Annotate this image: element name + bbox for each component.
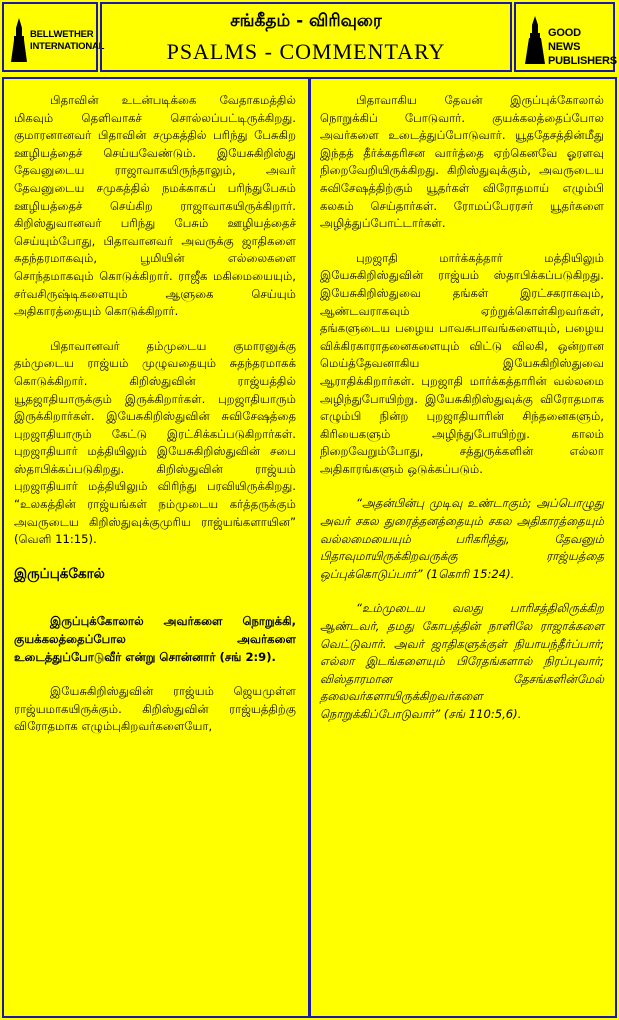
section-heading: இருப்புக்கோல் (14, 565, 105, 582)
page-title-english: PSALMS - COMMENTARY (166, 39, 446, 64)
bellwether-tower-icon (10, 18, 28, 62)
right-column (320, 92, 604, 741)
left-column (14, 92, 296, 753)
left-paragraph-2: பிதாவானவர் தம்முடைய குமாரனுக்கு தம்முடைய ராஜ்யம் முழுவதையும் சுதந்தரமாகக் கொடுக்கிறார். கிறிஸ்துவின் ராஜ்யத்தில் யூதஜாதியாருக்கும் இருக்கிறார்கள். புறஜாதியாரும் இருக்கிறார்கள். இயேசுகிறிஸ்துவின் சுவிசேஷத்தை புறஜாதியாரும் கேட்டு இரட்சிக்கப்படுகிறார்கள். புறஜாதியார் மத்தியிலும் இயேசுகிறிஸ்துவின் சபை ஸ்தாபிக்கப்படுகிறது. கிறிஸ்துவின் ராஜ்யம் புறஜாதியார் மத்தியிலும் விரிந்து பரவியிருக்கிறது. “உலகத்தின் ராஜ்யங்கள் நம்முடைய கர்த்தருக்கும் அவருடைய கிறிஸ்துவுக்குமுரிய ராஜ்யங்களாயின” (வெளி 11:15). (14, 338, 296, 547)
right-quote-2: “உம்முடைய வலது பாரிசத்திலிருக்கிற ஆண்டவர், தமது கோபத்தின் நாளிலே ராஜாக்களை வெட்டுவார். அவர் ஜாதிகளுக்குள் நியாயந்தீர்ப்பார்; எல்லா இடங்களையும் பிரேதங்களால் நிரப்புவார்; விஸ்தாரமான தேசங்களின்மேல் தலைவர்களாயிருக்கிறவர்களை நொறுக்கிப்போடுவார்” (சங் 110:5,6). (320, 601, 604, 721)
column-divider (308, 77, 311, 1018)
left-paragraph-3: இருப்புக்கோலால் அவர்களை நொறுக்கி, குயக்கலத்தைப்போல அவர்களை உடைத்துப்போடுவீர் என்று சொன்னார் (சங் 2:9). (14, 614, 296, 664)
page-title-tamil: சங்கீதம் - விரிவுரை (230, 11, 382, 31)
left-paragraph-4: இயேசுகிறிஸ்துவின் ராஜ்யம் ஜெயமுள்ள ராஜ்யமாகயிருக்கும். கிறிஸ்துவின் ராஜ்யத்திற்கு விரோதமாக எழும்புகிறவர்களையோ, (14, 684, 296, 734)
bellwether-logo-text: BELLWETHER INTERNATIONAL (30, 29, 105, 52)
page-header (0, 0, 619, 76)
good-news-logo-text: GOOD NEWS PUBLISHERS (548, 27, 617, 67)
good-news-tower-icon (524, 16, 546, 64)
right-paragraph-2: புறஜாதி மார்க்கத்தார் மத்தியிலும் இயேசுகிறிஸ்துவின் ராஜ்யம் ஸ்தாபிக்கப்படுகிறது. இயேசுகிறிஸ்துவை தங்கள் இரட்சகராகவும், ஆண்டவராகவும் ஏற்றுக்கொள்கிறவர்கள், தங்களுடைய பழைய பாவசுபாவங்களையும், பழைய விக்கிரகாராதனைகளையும் விட்டு விலகி, ஒன்றான மெய்த்தேவனாகிய இயேசுகிறிஸ்துவை ஆராதிக்கிறார்கள். புறஜாதி மார்க்கத்தாரின் வல்லமை அழிந்துபோயிற்று. இயேசுகிறிஸ்துவுக்கு விரோதமாக எழும்பி நின்ற புறஜாதியாரின் சிந்தனைகளும், கிரியைகளும் அழிந்துபோயிற்று. காலம் நிறைவேறும்போது, சத்துருக்களின் எல்லா அதிகாரங்களும் ஒடுக்கப்படும். (320, 250, 604, 476)
right-quote-1: “அதன்பின்பு முடிவு உண்டாகும்; அப்பொழுது அவர் சகல துரைத்தனத்தையும் சகல அதிகாரத்தையும் வல்லமையையும் பரிகரித்து, தேவனும் பிதாவுமாயிருக்கிறவருக்கு ராஜ்யத்தை ஒப்புக்கொடுப்பார்” (1கொரி 15:24). (320, 496, 604, 581)
bellwether-logo (2, 2, 105, 72)
left-paragraph-1: பிதாவின் உடன்படிக்கை வேதாகமத்தில் மிகவும் தெளிவாகச் சொல்லப்பட்டிருக்கிறது. குமாரனானவர் பிதாவின் சமுகத்தில் பரிந்து பேசுகிற ஊழியத்தைச் செய்யவேண்டும். இயேசுகிறிஸ்து தேவனுடைய ராஜாவாகயிருந்தாலும், அவர் தேவனுடைய சமுகத்தில் நமக்காகப் பரிந்துபேசும் ஊழியத்தைச் செய்கிற ராஜாவாகயிருக்கிறார். கிறிஸ்துவானவர் பரிந்து பேசும் ஊழியத்தைச் செய்யும்போது, பிதாவானவர் அவருக்கு ஜாதிகளை சுதந்தரமாகவும், பூமியின் எல்லைகளை சொந்தமாகவும் கொடுக்கிறார். ராஜீக மகிமையையும், சர்வசிருஷ்டிகளையும் ஆளுகை செய்யும் அதிகாரத்தையும் கொடுக்கிறார். (14, 93, 296, 319)
right-paragraph-1: பிதாவாகிய தேவன் இருப்புக்கோலால் நொறுக்கிப் போடுவார். குயக்கலத்தைப்போல அவர்களை உடைத்துப்போடுவார். யூததேசத்தின்மீது இந்தத் தீர்க்கதரிசன வார்த்தை ஏற்கெனவே ஓரளவு நிறைவேறியிருக்கிறது. கிறிஸ்துவுக்கும், அவருடைய சுவிசேஷத்திற்கும் யூதர்கள் விரோதமாய் எழும்பி கலகம் செய்தார்கள். ரோமப்பேரரசர் யூதர்களை அழித்துப்போட்டார்கள். (320, 93, 604, 231)
title-box (100, 2, 512, 72)
good-news-logo (514, 2, 615, 72)
